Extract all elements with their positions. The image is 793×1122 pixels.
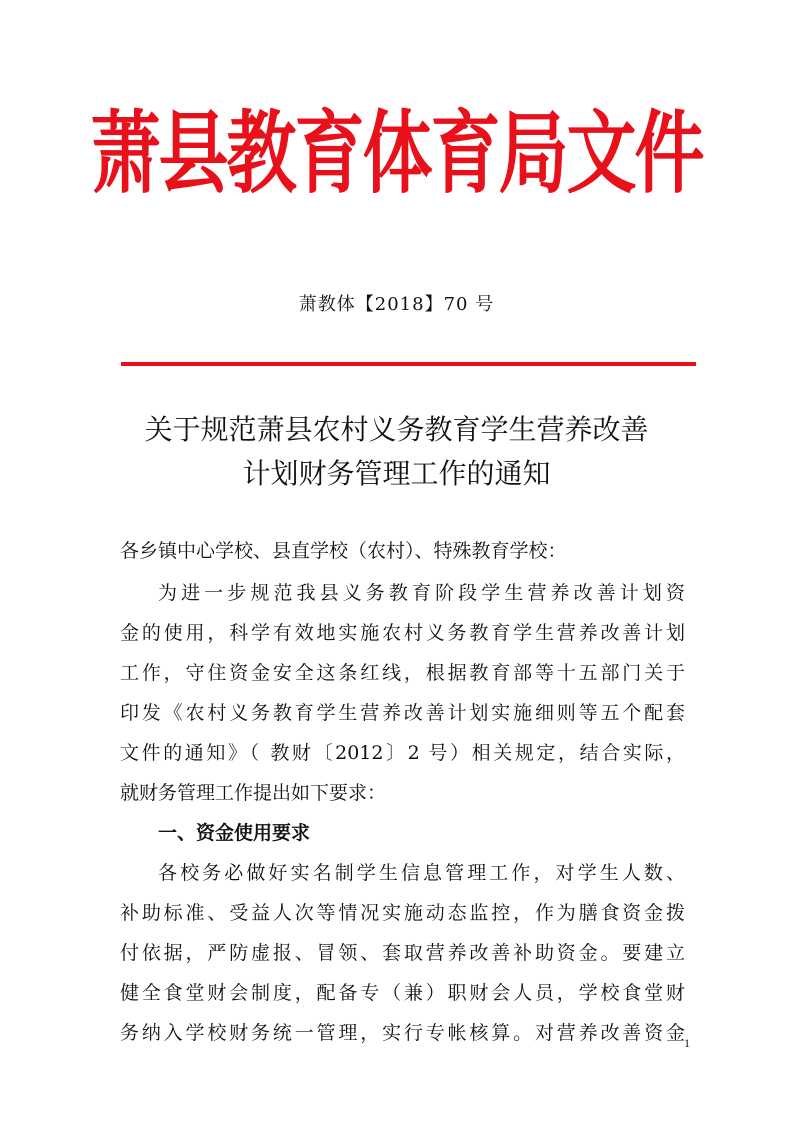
issuer-header-title: 萧县教育体育局文件: [90, 100, 703, 207]
paragraph-line: 工作，守住资金安全这条红线，根据教育部等十五部门关于: [120, 662, 685, 684]
section-heading: 一、资金使用要求: [158, 822, 311, 844]
page-number: 1: [684, 1036, 690, 1050]
paragraph-line: 务纳入学校财务统一管理，实行专帐核算。对营养改善资金: [120, 1022, 685, 1044]
paragraph-line: 印发《农村义务教育学生营养改善计划实施细则等五个配套: [120, 702, 685, 724]
document-title: [0, 408, 793, 496]
paragraph-line: 付依据，严防虚报、冒领、套取营养改善补助资金。要建立: [120, 942, 685, 964]
paragraph-line: 补助标准、受益人次等情况实施动态监控，作为膳食资金拨: [120, 902, 685, 924]
paragraph-line: 健全食堂财会制度，配备专（兼）职财会人员，学校食堂财: [120, 982, 685, 1004]
red-divider-line: [121, 362, 696, 366]
salutation: 各乡镇中心学校、县直学校（农村）、特殊教育学校：: [120, 540, 567, 562]
paragraph-line: 就财务管理工作提出如下要求：: [120, 782, 387, 804]
paragraph-line: 为进一步规范我县义务教育阶段学生营养改善计划资: [158, 582, 685, 604]
document-number: 萧教体【2018】70 号: [298, 294, 495, 315]
document-title-line-1: 关于规范萧县农村义务教育学生营养改善: [144, 413, 649, 446]
document-title-line-2: 计划财务管理工作的通知: [242, 457, 551, 490]
paragraph-line: 文件的通知》（ 教财〔2012〕2 号）相关规定，结合实际，: [120, 742, 685, 764]
paragraph-line: 各校务必做好实名制学生信息管理工作，对学生人数、: [158, 862, 685, 884]
paragraph-line: 金的使用，科学有效地实施农村义务教育学生营养改善计划: [120, 622, 685, 644]
